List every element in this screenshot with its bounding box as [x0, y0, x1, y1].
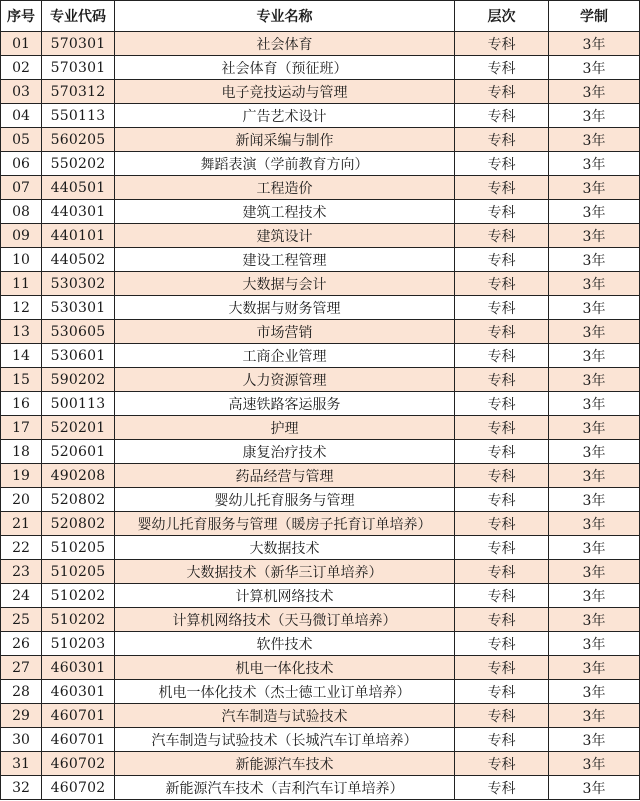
row-duration: 3年	[549, 680, 640, 704]
row-code: 570301	[42, 56, 115, 80]
table-row	[1, 368, 640, 392]
row-level: 专科	[455, 296, 549, 320]
row-major-name: 大数据与会计	[115, 272, 455, 296]
header-code: 专业代码	[42, 1, 115, 32]
row-level: 专科	[455, 704, 549, 728]
row-major-name: 新能源汽车技术（吉利汽车订单培养）	[115, 776, 455, 800]
row-code: 440301	[42, 200, 115, 224]
header-row	[1, 1, 640, 32]
row-serial: 10	[1, 248, 42, 272]
row-code: 520802	[42, 488, 115, 512]
row-duration: 3年	[549, 752, 640, 776]
row-major-name: 机电一体化技术	[115, 656, 455, 680]
row-code: 520201	[42, 416, 115, 440]
row-serial: 03	[1, 80, 42, 104]
row-duration: 3年	[549, 296, 640, 320]
table-row	[1, 536, 640, 560]
row-major-name: 计算机网络技术	[115, 584, 455, 608]
row-major-name: 人力资源管理	[115, 368, 455, 392]
row-code: 440101	[42, 224, 115, 248]
row-code: 460701	[42, 704, 115, 728]
row-duration: 3年	[549, 56, 640, 80]
table-row	[1, 512, 640, 536]
row-major-name: 大数据技术（新华三订单培养）	[115, 560, 455, 584]
row-level: 专科	[455, 56, 549, 80]
table-row	[1, 320, 640, 344]
table-row	[1, 248, 640, 272]
row-code: 530601	[42, 344, 115, 368]
row-duration: 3年	[549, 80, 640, 104]
table-row	[1, 776, 640, 800]
row-serial: 31	[1, 752, 42, 776]
row-level: 专科	[455, 368, 549, 392]
row-duration: 3年	[549, 128, 640, 152]
row-code: 460301	[42, 680, 115, 704]
row-level: 专科	[455, 776, 549, 800]
row-major-name: 建设工程管理	[115, 248, 455, 272]
row-serial: 28	[1, 680, 42, 704]
row-code: 550202	[42, 152, 115, 176]
row-serial: 15	[1, 368, 42, 392]
row-duration: 3年	[549, 656, 640, 680]
row-duration: 3年	[549, 104, 640, 128]
row-duration: 3年	[549, 368, 640, 392]
row-serial: 11	[1, 272, 42, 296]
table-row	[1, 128, 640, 152]
row-serial: 23	[1, 560, 42, 584]
table-row	[1, 224, 640, 248]
table-row	[1, 632, 640, 656]
row-level: 专科	[455, 224, 549, 248]
header-serial: 序号	[1, 1, 42, 32]
table-row	[1, 440, 640, 464]
table-row	[1, 656, 640, 680]
row-level: 专科	[455, 584, 549, 608]
row-duration: 3年	[549, 488, 640, 512]
row-code: 510205	[42, 536, 115, 560]
table-row	[1, 704, 640, 728]
row-serial: 25	[1, 608, 42, 632]
row-serial: 12	[1, 296, 42, 320]
row-code: 520601	[42, 440, 115, 464]
row-level: 专科	[455, 392, 549, 416]
row-duration: 3年	[549, 536, 640, 560]
row-code: 460702	[42, 752, 115, 776]
row-level: 专科	[455, 272, 549, 296]
row-serial: 09	[1, 224, 42, 248]
row-level: 专科	[455, 632, 549, 656]
row-code: 530605	[42, 320, 115, 344]
row-level: 专科	[455, 560, 549, 584]
row-major-name: 建筑工程技术	[115, 200, 455, 224]
table-row	[1, 200, 640, 224]
row-code: 440501	[42, 176, 115, 200]
header-level: 层次	[455, 1, 549, 32]
table-row	[1, 152, 640, 176]
table-row	[1, 80, 640, 104]
table-row	[1, 728, 640, 752]
row-level: 专科	[455, 80, 549, 104]
row-level: 专科	[455, 32, 549, 56]
row-code: 510202	[42, 608, 115, 632]
row-major-name: 软件技术	[115, 632, 455, 656]
row-major-name: 新闻采编与制作	[115, 128, 455, 152]
row-major-name: 建筑设计	[115, 224, 455, 248]
row-code: 510205	[42, 560, 115, 584]
row-serial: 02	[1, 56, 42, 80]
row-serial: 24	[1, 584, 42, 608]
row-serial: 32	[1, 776, 42, 800]
row-major-name: 工商企业管理	[115, 344, 455, 368]
row-serial: 01	[1, 32, 42, 56]
row-serial: 19	[1, 464, 42, 488]
row-serial: 26	[1, 632, 42, 656]
row-code: 530302	[42, 272, 115, 296]
row-duration: 3年	[549, 632, 640, 656]
row-duration: 3年	[549, 176, 640, 200]
row-code: 490208	[42, 464, 115, 488]
table-row	[1, 272, 640, 296]
row-code: 570301	[42, 32, 115, 56]
row-duration: 3年	[549, 464, 640, 488]
row-serial: 08	[1, 200, 42, 224]
row-major-name: 社会体育（预征班）	[115, 56, 455, 80]
row-level: 专科	[455, 248, 549, 272]
row-serial: 16	[1, 392, 42, 416]
row-duration: 3年	[549, 512, 640, 536]
row-code: 460702	[42, 776, 115, 800]
row-duration: 3年	[549, 272, 640, 296]
row-serial: 22	[1, 536, 42, 560]
table-row	[1, 488, 640, 512]
row-serial: 29	[1, 704, 42, 728]
row-code: 520802	[42, 512, 115, 536]
row-serial: 06	[1, 152, 42, 176]
table-row	[1, 176, 640, 200]
row-code: 570312	[42, 80, 115, 104]
row-level: 专科	[455, 656, 549, 680]
row-level: 专科	[455, 512, 549, 536]
row-level: 专科	[455, 464, 549, 488]
row-duration: 3年	[549, 248, 640, 272]
row-major-name: 社会体育	[115, 32, 455, 56]
row-level: 专科	[455, 344, 549, 368]
row-level: 专科	[455, 200, 549, 224]
row-serial: 04	[1, 104, 42, 128]
row-duration: 3年	[549, 584, 640, 608]
row-major-name: 计算机网络技术（天马微订单培养）	[115, 608, 455, 632]
row-serial: 07	[1, 176, 42, 200]
row-major-name: 机电一体化技术（杰士德工业订单培养）	[115, 680, 455, 704]
row-duration: 3年	[549, 152, 640, 176]
row-serial: 20	[1, 488, 42, 512]
row-code: 510202	[42, 584, 115, 608]
row-code: 460701	[42, 728, 115, 752]
row-major-name: 护理	[115, 416, 455, 440]
row-duration: 3年	[549, 344, 640, 368]
row-serial: 13	[1, 320, 42, 344]
row-duration: 3年	[549, 200, 640, 224]
row-duration: 3年	[549, 392, 640, 416]
table-row	[1, 752, 640, 776]
row-code: 510203	[42, 632, 115, 656]
row-serial: 27	[1, 656, 42, 680]
row-major-name: 大数据与财务管理	[115, 296, 455, 320]
table-row	[1, 584, 640, 608]
table-row	[1, 608, 640, 632]
row-level: 专科	[455, 752, 549, 776]
row-level: 专科	[455, 152, 549, 176]
row-duration: 3年	[549, 728, 640, 752]
row-duration: 3年	[549, 608, 640, 632]
table-row	[1, 344, 640, 368]
table-row	[1, 392, 640, 416]
row-major-name: 舞蹈表演（学前教育方向）	[115, 152, 455, 176]
row-major-name: 高速铁路客运服务	[115, 392, 455, 416]
row-major-name: 电子竞技运动与管理	[115, 80, 455, 104]
row-code: 560205	[42, 128, 115, 152]
row-major-name: 汽车制造与试验技术	[115, 704, 455, 728]
row-duration: 3年	[549, 32, 640, 56]
row-level: 专科	[455, 440, 549, 464]
header-duration: 学制	[549, 1, 640, 32]
row-serial: 14	[1, 344, 42, 368]
table-row	[1, 680, 640, 704]
row-major-name: 康复治疗技术	[115, 440, 455, 464]
row-level: 专科	[455, 608, 549, 632]
row-level: 专科	[455, 728, 549, 752]
row-major-name: 婴幼儿托育服务与管理（暖房子托育订单培养）	[115, 512, 455, 536]
header-name: 专业名称	[115, 1, 455, 32]
row-major-name: 市场营销	[115, 320, 455, 344]
table-row	[1, 296, 640, 320]
row-level: 专科	[455, 104, 549, 128]
row-serial: 05	[1, 128, 42, 152]
row-level: 专科	[455, 176, 549, 200]
row-code: 440502	[42, 248, 115, 272]
row-duration: 3年	[549, 704, 640, 728]
table-row	[1, 32, 640, 56]
row-duration: 3年	[549, 416, 640, 440]
table-body	[1, 32, 640, 800]
table-row	[1, 104, 640, 128]
row-duration: 3年	[549, 224, 640, 248]
row-major-name: 婴幼儿托育服务与管理	[115, 488, 455, 512]
row-duration: 3年	[549, 560, 640, 584]
row-major-name: 药品经营与管理	[115, 464, 455, 488]
row-code: 590202	[42, 368, 115, 392]
row-level: 专科	[455, 128, 549, 152]
table-row	[1, 464, 640, 488]
row-level: 专科	[455, 680, 549, 704]
row-level: 专科	[455, 488, 549, 512]
row-level: 专科	[455, 536, 549, 560]
row-major-name: 新能源汽车技术	[115, 752, 455, 776]
row-level: 专科	[455, 416, 549, 440]
row-major-name: 广告艺术设计	[115, 104, 455, 128]
row-major-name: 大数据技术	[115, 536, 455, 560]
row-major-name: 汽车制造与试验技术（长城汽车订单培养）	[115, 728, 455, 752]
row-serial: 17	[1, 416, 42, 440]
row-duration: 3年	[549, 320, 640, 344]
row-code: 530301	[42, 296, 115, 320]
table-row	[1, 560, 640, 584]
row-duration: 3年	[549, 440, 640, 464]
row-serial: 21	[1, 512, 42, 536]
row-serial: 18	[1, 440, 42, 464]
row-duration: 3年	[549, 776, 640, 800]
row-major-name: 工程造价	[115, 176, 455, 200]
table-row	[1, 56, 640, 80]
row-serial: 30	[1, 728, 42, 752]
row-level: 专科	[455, 320, 549, 344]
row-code: 460301	[42, 656, 115, 680]
table-row	[1, 416, 640, 440]
row-code: 550113	[42, 104, 115, 128]
row-code: 500113	[42, 392, 115, 416]
